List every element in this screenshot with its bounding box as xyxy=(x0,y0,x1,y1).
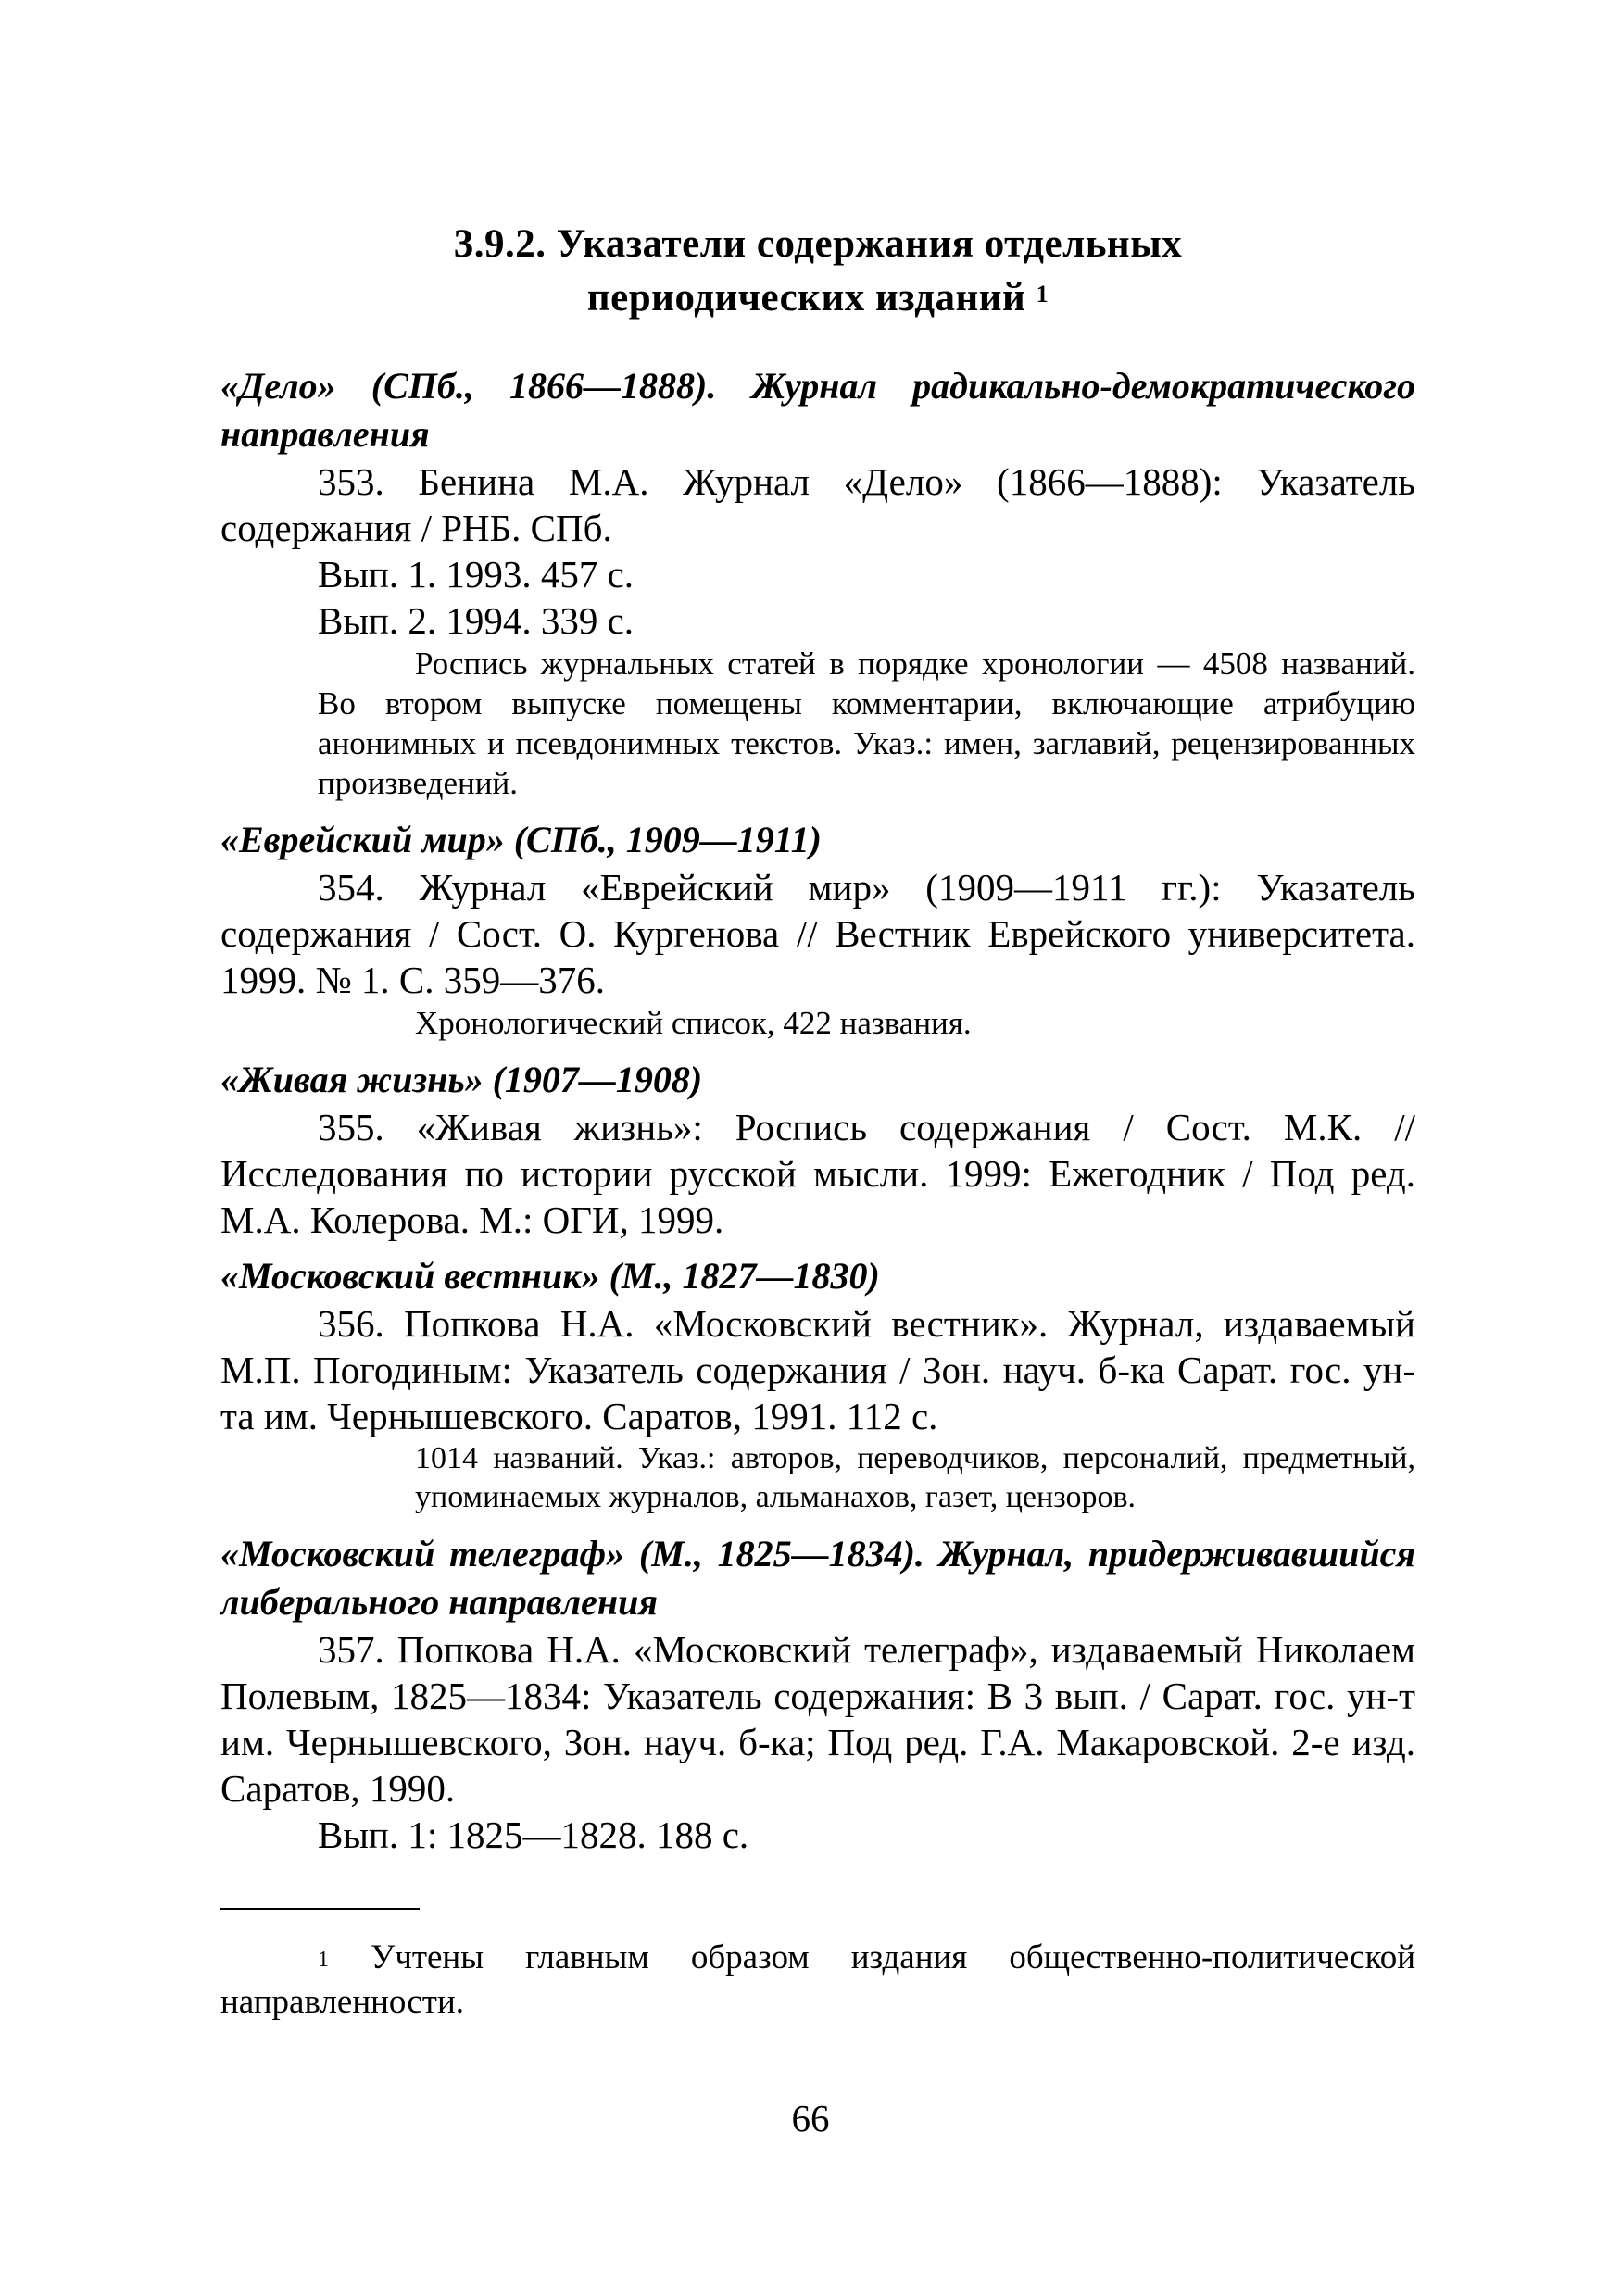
note-353: Роспись журнальных статей в порядке хронологии — 4508 названий. Во втором выпуске помещены комментарии, включающие атрибуцию анонимных и псевдонимных текстов. Указ.: имен, заглавий, рецензированных произведений. xyxy=(318,646,1415,801)
footnote-ref: 1 xyxy=(1036,281,1049,307)
section-heading-moskovskiy-vestnik: «Московский вестник» (М., 1827—1830) xyxy=(220,1255,880,1297)
footnote-divider xyxy=(220,1908,420,1910)
section-title-line2: периодических изданий xyxy=(586,276,1026,320)
section-title xyxy=(220,218,1415,325)
section-title-line2-wrap xyxy=(220,271,1415,325)
footnote-marker: 1 xyxy=(318,1948,329,1972)
footnote xyxy=(220,1936,1415,2025)
section-heading-moskovskiy-telegraf: «Московский телеграф» (М., 1825—1834). Журнал, придерживавшийся либерального направления xyxy=(220,1533,1415,1623)
section-heading-evreyskiy-mir: «Еврейский мир» (СПб., 1909—1911) xyxy=(220,819,822,860)
entry-355: 355. «Живая жизнь»: Роспись содержания / Сост. М.К. // Исследования по истории русской мысли. 1999: Ежегодник / Под ред. М.А. Колерова. М.: ОГИ, 1999. xyxy=(220,1106,1415,1241)
issue-357-1: Вып. 1: 1825—1828. 188 с. xyxy=(318,1813,749,1856)
note-356: 1014 названий. Указ.: авторов, переводчиков, персоналий, предметный, упоминаемых журналов, альманахов, газет, цензоров. xyxy=(415,1441,1415,1514)
entry-356: 356. Попкова Н.А. «Московский вестник». Журнал, издаваемый М.П. Погодиным: Указатель содержания / Зон. науч. б-ка Сарат. гос. ун-та им. Чернышевского. Саратов, 1991. 112 с. xyxy=(220,1302,1415,1437)
entry-357: 357. Попкова Н.А. «Московский телеграф», издаваемый Николаем Полевым, 1825—1834: Указатель содержания: В 3 вып. / Сарат. гос. ун-т им. Чернышевского, Зон. науч. б-ка; Под ред. Г.А. Макаровской. 2-е изд. Саратов, 1990. xyxy=(220,1628,1415,1810)
entry-354: 354. Журнал «Еврейский мир» (1909—1911 гг.): Указатель содержания / Сост. О. Кургенова // Вестник Еврейского университета. 1999. № 1. С. 359—376. xyxy=(220,866,1415,1001)
section-heading-zhivaya-zhizn: «Живая жизнь» (1907—1908) xyxy=(220,1059,703,1100)
note-354: Хронологический список, 422 названия. xyxy=(415,1005,972,1041)
issue-353-1: Вып. 1. 1993. 457 с. xyxy=(318,553,635,596)
section-heading-delo: «Дело» (СПб., 1866—1888). Журнал радикально-демократического направления xyxy=(220,365,1415,455)
issue-353-2: Вып. 2. 1994. 339 с. xyxy=(318,599,635,642)
page-number: 66 xyxy=(791,2097,830,2139)
entry-353: 353. Бенина М.А. Журнал «Дело» (1866—1888): Указатель содержания / РНБ. СПб. xyxy=(220,460,1415,549)
section-title-line1: 3.9.2. Указатели содержания отдельных xyxy=(453,222,1183,266)
footnote-text: Учтены главным образом издания общественно-политической направленности. xyxy=(220,1938,1415,2021)
page-body xyxy=(220,194,1415,1858)
